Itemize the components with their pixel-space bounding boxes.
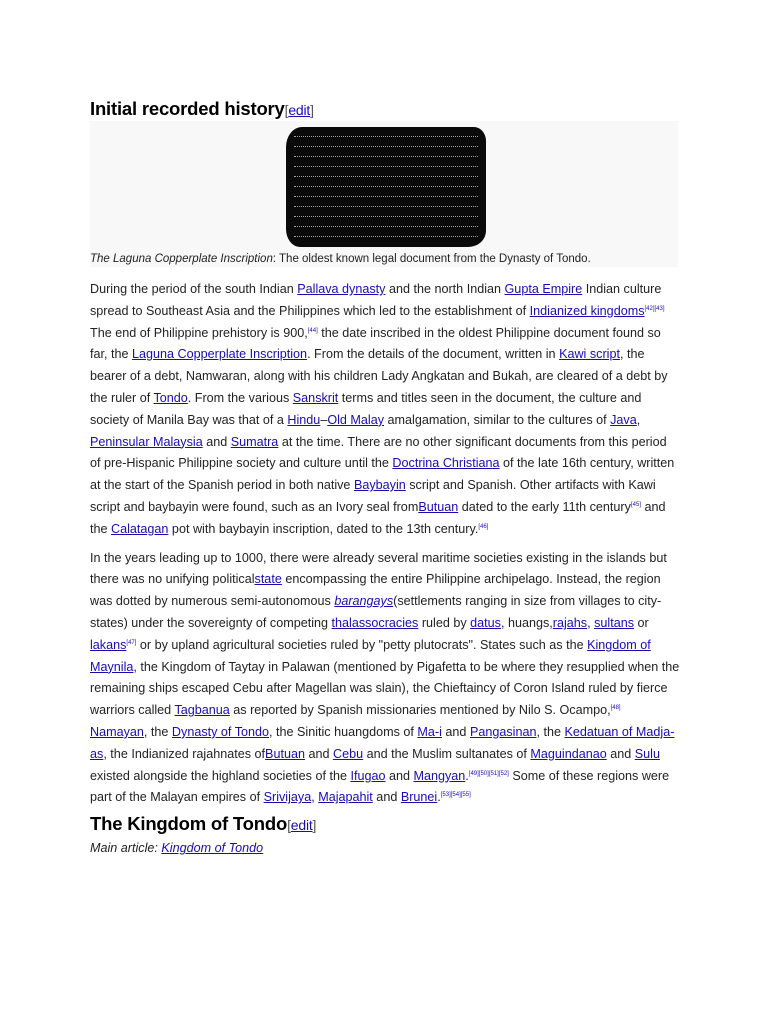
reference-47[interactable]: [47] — [126, 639, 137, 646]
link-kingdom-of-maynila[interactable]: Kingdom of Maynila — [90, 637, 651, 674]
text: , — [311, 790, 319, 805]
text: or — [634, 615, 649, 630]
text: ruled by — [418, 615, 471, 630]
link-dynasty-of-tondo[interactable]: Dynasty of Tondo — [171, 724, 269, 739]
heading-text: Initial recorded history — [90, 98, 285, 119]
link-sanskrit[interactable]: Sanskrit — [292, 390, 339, 405]
text: . From the various — [187, 390, 293, 405]
reference-45[interactable]: [45] — [630, 501, 641, 508]
text: , — [636, 412, 641, 427]
text: , the Kingdom of Taytay in Palawan (mentioned by Pigafetta to be where they resupplied when the remaining ships escaped Cebu after Magellan was slain), the Chieftaincy of Coron Island ruled by fierce warriors called — [90, 659, 680, 718]
text: Indian culture spread to Southeast Asia and the Philippines which led to the establishment of — [90, 282, 662, 318]
paragraph-1 — [90, 279, 680, 541]
text: – — [320, 412, 328, 427]
main-article-hatnote — [90, 838, 680, 858]
text: . — [437, 790, 441, 805]
caption-text: : The oldest known legal document from the Dynasty of Tondo. — [272, 253, 591, 265]
reference-46[interactable]: [46] — [478, 523, 489, 530]
link-tagbanua[interactable]: Tagbanua — [174, 703, 230, 718]
link-gupta-empire[interactable]: Gupta Empire — [504, 282, 583, 296]
link-peninsular-malaysia[interactable]: Peninsular Malaysia — [90, 434, 203, 449]
link-butuan[interactable]: Butuan — [418, 499, 459, 514]
text: as reported by Spanish missionaries mentioned by Nilo S. Ocampo, — [229, 703, 611, 718]
caption-title: The Laguna Copperplate Inscription — [90, 253, 273, 265]
link-calatagan[interactable]: Calatagan — [111, 521, 169, 536]
text: script and Spanish. Other artifacts with Kawi script and baybayin were found, such as an Ivory seal from — [90, 478, 656, 514]
text: In the years leading up to 1000, there were already several maritime societies existing in the islands but there was no unifying political — [90, 550, 667, 587]
text: of the late 16th century, written at the start of the Spanish period in both native — [90, 456, 675, 493]
text: , the bearer of a debt, Namwaran, along with his children Lady Angkatan and Bukah, are cleared of a debt by the ruler of — [90, 347, 668, 405]
text: . From the details of the document, written in — [307, 347, 560, 362]
text: and the — [90, 499, 666, 536]
inscription-line — [294, 216, 478, 218]
link-tondo[interactable]: Tondo — [153, 390, 188, 405]
text: dated to the early 11th century — [458, 499, 631, 514]
link-barangays[interactable]: barangays — [334, 594, 394, 609]
text: , the — [143, 724, 172, 739]
article-content — [90, 96, 680, 858]
laguna-copperplate-image[interactable] — [286, 127, 486, 247]
text: or by upland agricultural societies ruled by "petty plutocrats". States such as the — [136, 637, 588, 652]
reference-42-43[interactable]: [42][43] — [644, 305, 665, 312]
link-kedatuan-of-madja-as[interactable]: Kedatuan of Madja-as — [90, 724, 675, 761]
section-heading-kingdom-of-tondo — [90, 811, 680, 838]
text: and — [304, 746, 333, 761]
link-mangyan[interactable]: Mangyan — [413, 768, 466, 783]
link-hindu[interactable]: Hindu — [287, 412, 321, 427]
text: and — [202, 434, 231, 449]
text: at the time. There are no other significant documents from this period of pre-Hispanic Philippine society and culture until the — [90, 434, 667, 471]
link-cebu[interactable]: Cebu — [332, 746, 364, 761]
text: , — [587, 615, 595, 630]
section-heading-initial-recorded-history — [90, 96, 680, 123]
reference-44[interactable]: [44] — [307, 327, 318, 334]
link-baybayin[interactable]: Baybayin — [353, 478, 406, 493]
edit-section-link-wrapper: [edit] — [287, 817, 317, 834]
text: , the Indianized rajahnates of — [103, 746, 266, 761]
reference-53-55[interactable]: [53][54][55] — [440, 792, 471, 799]
text: and — [441, 724, 470, 739]
inscription-line — [294, 206, 478, 208]
inscription-line — [294, 196, 478, 198]
text: and — [385, 768, 414, 783]
text: Some of these regions were part of the Malayan empires of — [90, 768, 670, 805]
text: encompassing the entire Philippine archipelago. Instead, the region was dotted by numerous semi-autonomous — [90, 572, 661, 609]
figure-caption — [90, 253, 591, 265]
link-butuan[interactable]: Butuan — [265, 746, 305, 761]
text: The end of Philippine prehistory is 900, — [90, 325, 308, 340]
text: , the Sinitic huangdoms of — [269, 724, 418, 739]
inscription-line — [294, 156, 478, 158]
inscription-line — [294, 226, 478, 228]
link-srivijaya[interactable]: Srivijaya — [263, 790, 312, 805]
text: During the period of the south Indian — [90, 282, 298, 296]
link-doctrina-christiana[interactable]: Doctrina Christiana — [392, 456, 500, 471]
edit-section-link-wrapper: [edit] — [284, 102, 314, 118]
link-laguna-copperplate-inscription[interactable]: Laguna Copperplate Inscription — [132, 347, 308, 362]
text: and — [372, 790, 401, 805]
link-pallava-dynasty[interactable]: Pallava dynasty — [297, 282, 386, 296]
link-namayan[interactable]: Namayan — [90, 724, 144, 739]
link-brunei[interactable]: Brunei — [400, 790, 438, 805]
inscription-line — [294, 146, 478, 148]
text: , huangs, — [500, 615, 553, 630]
figure-laguna-copperplate — [90, 121, 678, 267]
inscription-line — [294, 166, 478, 168]
link-pangasinan[interactable]: Pangasinan — [469, 724, 537, 739]
reference-48[interactable]: [48] — [610, 704, 621, 711]
link-java[interactable]: Java — [610, 412, 637, 427]
inscription-line — [294, 176, 478, 178]
text: , the — [536, 724, 565, 739]
edit-section-link[interactable]: edit — [290, 817, 313, 834]
text: and — [606, 746, 635, 761]
link-state[interactable]: state — [254, 572, 282, 587]
link-thalassocracies[interactable]: thalassocracies — [331, 615, 419, 630]
text: amalgamation, similar to the cultures of — [384, 412, 611, 427]
link-lakans[interactable]: lakans — [90, 637, 127, 652]
link-sultans[interactable]: sultans — [594, 615, 634, 630]
text: and the north Indian — [385, 282, 505, 296]
inscription-line — [294, 186, 478, 188]
link-ma-i[interactable]: Ma-i — [417, 724, 442, 739]
edit-section-link[interactable]: edit — [288, 102, 311, 118]
link-rajahs[interactable]: rajahs — [552, 615, 588, 630]
link-indianized-kingdoms[interactable]: Indianized kingdoms — [529, 303, 645, 318]
link-kawi-script[interactable]: Kawi script — [559, 347, 620, 362]
reference-49-52[interactable]: [49][50][51][52] — [468, 770, 509, 777]
paragraph-2 — [90, 548, 680, 810]
link-datus[interactable]: datus — [470, 615, 501, 630]
link-sulu[interactable]: Sulu — [634, 746, 660, 761]
inscription-line — [294, 136, 478, 138]
text: (settlements ranging in size from villages to city-states) under the sovereignty of competing — [90, 594, 662, 630]
text: . — [465, 768, 469, 783]
link-maguindanao[interactable]: Maguindanao — [530, 746, 607, 761]
text: terms and titles seen in the document, the culture and society of Manila Bay was that of a — [90, 390, 642, 427]
inscription-line — [294, 236, 478, 238]
text: existed alongside the highland societies of the — [90, 768, 351, 783]
heading-text: The Kingdom of Tondo — [90, 813, 288, 835]
link-main-article-kingdom-of-tondo[interactable]: Kingdom of Tondo — [161, 841, 264, 856]
main-article-prefix: Main article: — [90, 841, 162, 856]
link-majapahit[interactable]: Majapahit — [318, 790, 373, 805]
link-old-malay[interactable]: Old Malay — [327, 412, 385, 427]
text: and the Muslim sultanates of — [363, 746, 531, 761]
link-ifugao[interactable]: Ifugao — [350, 768, 386, 783]
text: pot with baybayin inscription, dated to the 13th century. — [168, 521, 479, 536]
link-sumatra[interactable]: Sumatra — [230, 434, 279, 449]
text: the date inscribed in the oldest Philippine document found so far, the — [90, 325, 661, 362]
